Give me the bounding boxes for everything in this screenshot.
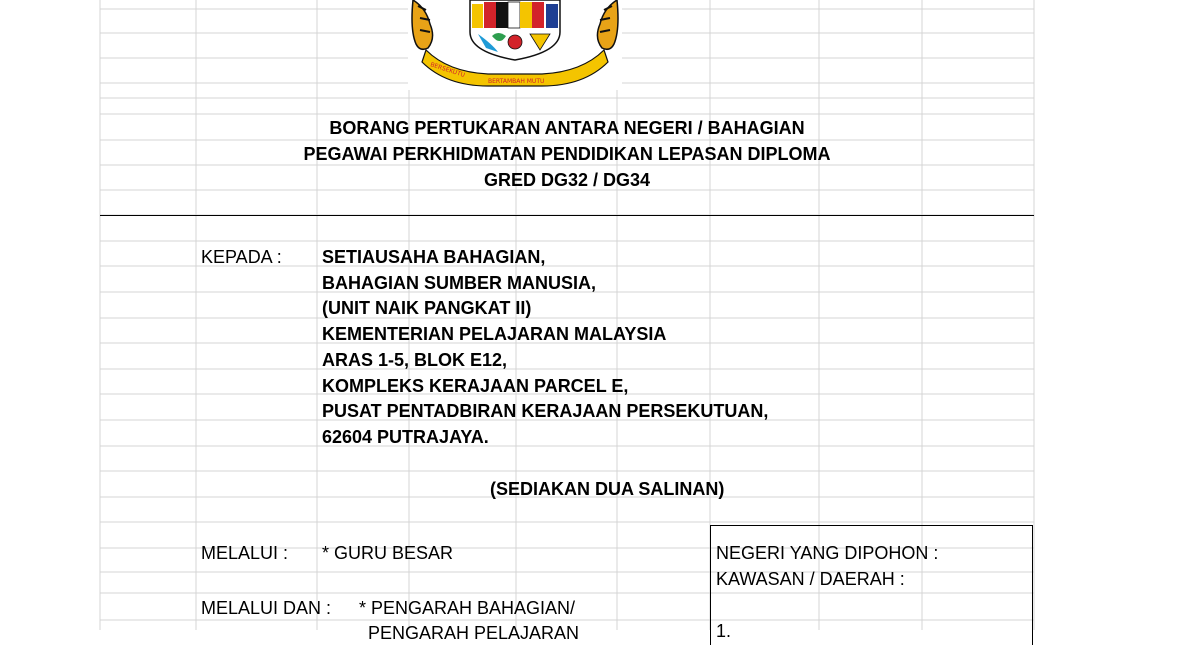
melalui-dan-value-line-2: PENGARAH PELAJARAN <box>368 623 580 643</box>
crest-motto-right: BERTAMBAH MUTU <box>488 78 545 85</box>
melalui-value: * GURU BESAR <box>322 543 454 563</box>
form-title-line-1: BORANG PERTUKARAN ANTARA NEGERI / BAHAGIAN <box>329 118 805 138</box>
address-line: KOMPLEKS KERAJAAN PARCEL E, <box>322 376 629 396</box>
form-title-line-3: GRED DG32 / DG34 <box>483 170 651 190</box>
choice-number: 1. <box>716 621 732 641</box>
address-line: 62604 PUTRAJAYA. <box>322 427 489 447</box>
crest-motto-left: BERSEKUTU <box>429 61 466 79</box>
address-line: (UNIT NAIK PANGKAT II) <box>322 298 532 318</box>
address-line: BAHAGIAN SUMBER MANUSIA, <box>322 273 596 293</box>
district-label: KAWASAN / DAERAH : <box>716 569 905 589</box>
address-line: KEMENTERIAN PELAJARAN MALAYSIA <box>322 324 667 344</box>
kepada-label: KEPADA : <box>201 247 282 267</box>
form-title-line-2: PEGAWAI PERKHIDMATAN PENDIDIKAN LEPASAN DIPLOMA <box>303 144 831 164</box>
coat-of-arms-icon <box>408 0 622 90</box>
address-line: SETIAUSAHA BAHAGIAN, <box>322 247 546 267</box>
state-requested-label: NEGERI YANG DIPOHON : <box>716 543 939 563</box>
header-divider <box>100 215 1034 216</box>
melalui-dan-value: * PENGARAH BAHAGIAN/ <box>359 598 576 618</box>
copies-note: (SEDIAKAN DUA SALINAN) <box>490 479 725 499</box>
address-line: ARAS 1-5, BLOK E12, <box>322 350 508 370</box>
address-line: PUSAT PENTADBIRAN KERAJAAN PERSEKUTUAN, <box>322 401 769 421</box>
melalui-label: MELALUI : <box>201 543 289 563</box>
melalui-dan-label: MELALUI DAN : <box>201 598 332 618</box>
